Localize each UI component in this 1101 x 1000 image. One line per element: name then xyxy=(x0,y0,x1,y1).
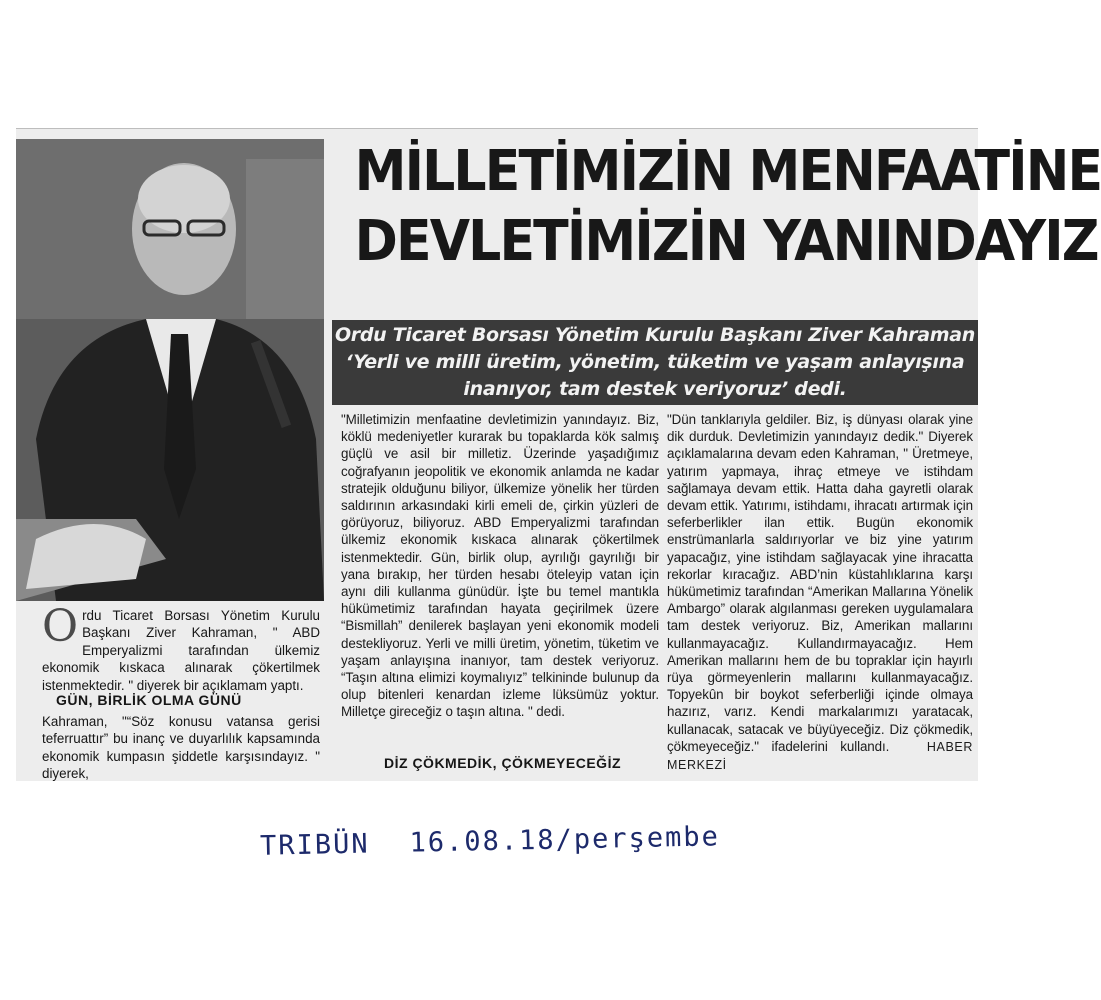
headline xyxy=(354,137,1101,277)
newspaper-clipping xyxy=(16,128,1101,782)
subheadline-line-2: ‘Yerli ve milli üretim, yönetim, tüketim ve yaşam anlayışına xyxy=(345,351,965,373)
middle-column xyxy=(341,411,659,721)
subheadline-line-1: Ordu Ticaret Borsası Yönetim Kurulu Başkanı Ziver Kahraman xyxy=(334,324,976,346)
speaker-photo-illustration xyxy=(16,139,324,601)
speaker-photo xyxy=(16,139,324,601)
handwritten-source-note xyxy=(260,821,720,862)
drop-cap: O xyxy=(42,601,79,652)
subheadline-line-3: inanıyor, tam destek veriyoruz’ dedi. xyxy=(463,378,847,400)
headline-line-1: MİLLETİMİZİN MENFAATİNE xyxy=(354,139,1101,204)
photo-caption xyxy=(42,601,320,694)
handwritten-date: 16.08.18/perşembe xyxy=(409,821,721,859)
middle-column-text: ʺMilletimizin menfaatine devletimizin yanındayız. Biz, köklü medeniyetler kurarak bu topaklarda kök salmış güçlü ve asil bir milletiz. Üzerinde yaşadığımız coğrafyanın jeopolitik ve ekonomik anlamda ne kadar stratejik olduğunu biliyor, ülkemize yönelik her türden saldırının arkasındaki kirli emeli de, çirkin yüzleri de görüyoruz, biliyoruz. ABD Emperyalizmi tarafından ülkemiz ekonomik kıskaca alınarak çökertilmek istenmektedir. Gün, birlik olup, ayrılığı gayrılığı bir yana bırakıp, her türden hesabı öteleyip vatan için aynı dili kullanma günüdür. İşte bu temel mantıkla hükümetimiz tarafından hayata geçirilmek üzere “Bismillah” denilerek başlayan yeni ekonomik modeli destekliyoruz. Yerli ve milli üretim, yönetim, tüketim ve yaşam anlayışına inanıyor, tam destek veriyoruz. “Taşın altına elimizi koymalıyız” telkininde bulunup da olup bitenleri kenardan izleme lüksümüz yoktur. Milletçe gireceğiz o taşın altına. ʺ dedi. xyxy=(341,412,659,720)
caption-text: rdu Ticaret Borsası Yönetim Kurulu Başkanı Ziver Kahraman, ʺ ABD Emperyalizmi tarafından ülkemiz ekonomik kıskaca alınarak çökertilmek istenmektedir. ʺ diyerek bir açıklamam yaptı. xyxy=(42,608,320,693)
headline-line-2: DEVLETİMİZİN YANINDAYIZ xyxy=(354,209,1098,274)
subheadline-band xyxy=(332,320,978,405)
handwritten-source: TRIBÜN xyxy=(259,828,370,862)
left-column-text: Kahraman, ʺ“Söz konusu vatansa gerisi teferruattır” bu inanç ve duyarlılık kapsamında ekonomik kumpasın şiddetle karşısındayız. ʺ diyerek, xyxy=(42,714,320,782)
byline-credit: HABER MERKEZİ xyxy=(667,739,973,773)
section-heading-unity: GÜN, BİRLİK OLMA GÜNÜ xyxy=(56,692,242,708)
right-column xyxy=(667,411,973,774)
right-column-text: ʺDün tanklarıyla geldiler. Biz, iş dünyası olarak yine dik durduk. Devletimizin yanındayız dedik.ʺ Diyerek açıklamalarına devam eden Kahraman, ʺ Üretmeye, yatırım yapmaya, ihraç etmeye ve istihdam sağlamaya devam ettik. Hatta daha gayretli olarak devam ettik. Yatırımı, istihdamı, ihracatı artırmak için seferberlikler ilan ettik. Bugün ekonomik enstrümanlarla saldırıyorlar ve biz yine yatırım yapacağız, yine istihdam sağlayacak yine ihracatta rekorlar kıracağız. ABD’nin küstahlıklarına karşı hükümetimiz tarafından “Amerikan Mallarına Yönelik Ambargo” olarak algılanması gereken uygulamalara tam destek veriyoruz. Biz, Amerikan mallarını kullanmayacağız. Kullandırmayacağız. Hem Amerikan mallarını hem de bu topraklar için hayırlı rüya görmeyenlerin mallarını kullanmayacağız. Topyekûn bir boykot seferberliği içinde olmaya hazırız, varız. Kendi markalarımızı yaratacak, kullanacak, satacak ve büyüyeceğiz. Diz çökmedik, çökmeyeceğiz.ʺ ifadelerini kullandı. xyxy=(667,412,973,754)
section-heading-kneel: DİZ ÇÖKMEDİK, ÇÖKMEYECEĞİZ xyxy=(384,755,622,771)
